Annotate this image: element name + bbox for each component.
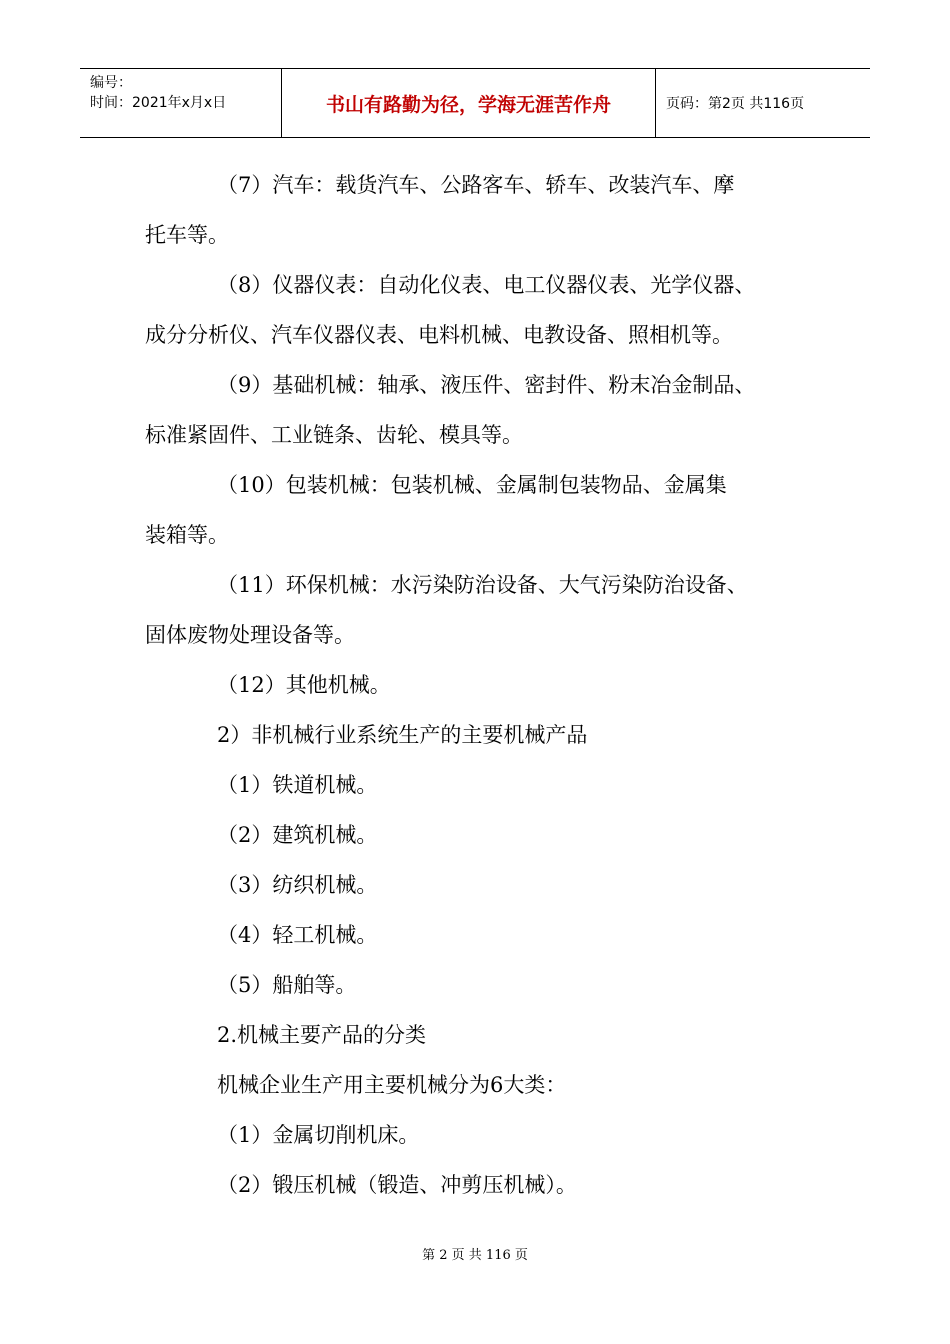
- paragraph-line: 机械企业生产用主要机械分为6大类：: [217, 1073, 567, 1097]
- header-page-info: 页码：第2页 共116页: [666, 96, 805, 112]
- paragraph-line: （1）金属切削机床。: [217, 1123, 420, 1147]
- paragraph-line: （9）基础机械：轴承、液压件、密封件、粉末冶金制品、: [217, 373, 756, 397]
- paragraph-line: 固体废物处理设备等。: [145, 623, 355, 647]
- document-time-label: 时间：2021年x月x日: [90, 95, 227, 111]
- paragraph-line: （2）建筑机械。: [217, 823, 378, 847]
- paragraph-line: （10）包装机械：包装机械、金属制包装物品、金属集: [217, 473, 727, 497]
- paragraph-line: 标准紧固件、工业链条、齿轮、模具等。: [145, 423, 523, 447]
- paragraph-line: （1）铁道机械。: [217, 773, 378, 797]
- paragraph-line: （5）船舶等。: [217, 973, 357, 997]
- page-header: [80, 68, 870, 138]
- paragraph-line: （2）锻压机械（锻造、冲剪压机械）。: [217, 1173, 577, 1197]
- header-meta: [80, 69, 282, 137]
- paragraph-line: （12）其他机械。: [217, 673, 391, 697]
- document-number-label: 编号：: [90, 75, 132, 91]
- paragraph-line: （8）仪器仪表：自动化仪表、电工仪器仪表、光学仪器、: [217, 273, 756, 297]
- paragraph-line: 成分分析仪、汽车仪器仪表、电料机械、电教设备、照相机等。: [145, 323, 733, 347]
- page-footer: 第 2 页 共 116 页: [422, 1248, 528, 1263]
- paragraph-line: （3）纺织机械。: [217, 873, 378, 897]
- paragraph-line: （7）汽车：载货汽车、公路客车、轿车、改装汽车、摩: [217, 173, 735, 197]
- paragraph-line: 2）非机械行业系统生产的主要机械产品: [217, 723, 588, 747]
- paragraph-line: 托车等。: [145, 223, 229, 247]
- paragraph-line: 装箱等。: [145, 523, 229, 547]
- paragraph-line: （4）轻工机械。: [217, 923, 378, 947]
- paragraph-line: 2.机械主要产品的分类: [217, 1023, 427, 1047]
- paragraph-line: （11）环保机械：水污染防治设备、大气污染防治设备、: [217, 573, 748, 597]
- document-body: [145, 160, 825, 1210]
- header-motto: 书山有路勤为径，学海无涯苦作舟: [282, 69, 656, 137]
